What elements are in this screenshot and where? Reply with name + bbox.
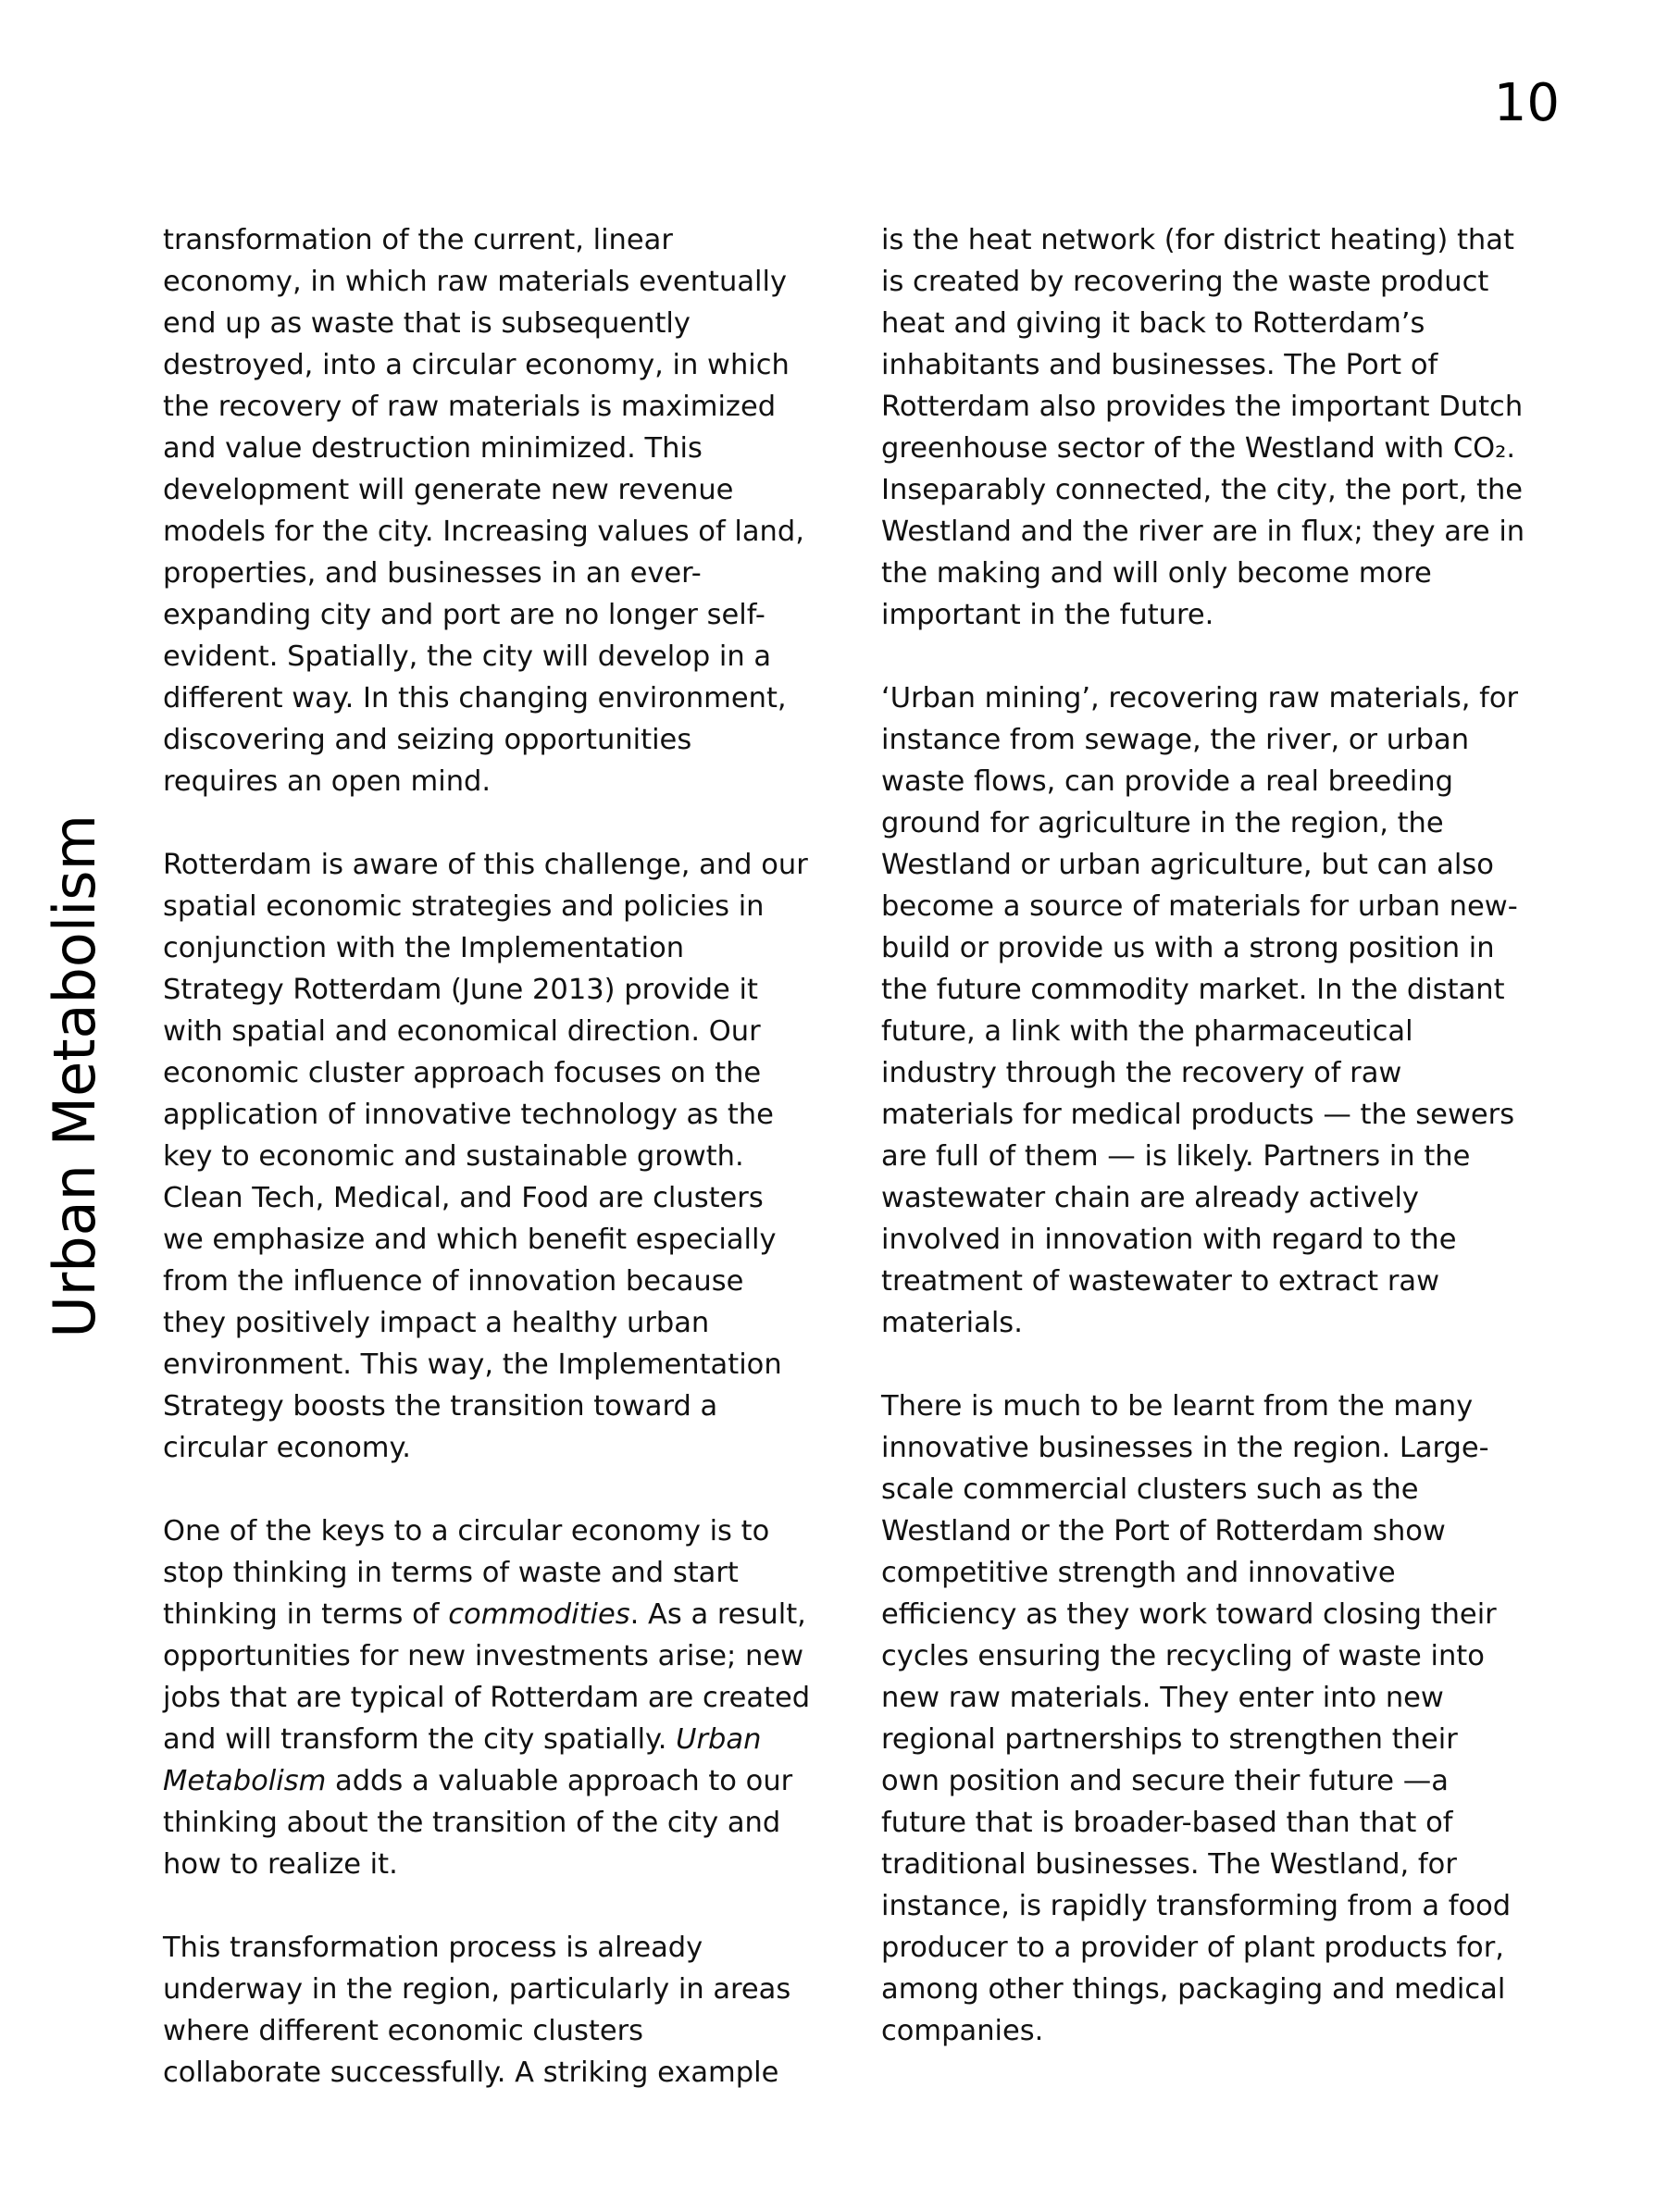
paragraph-text: One of the keys to a circular economy is to stop thinking in terms of waste and start thinking in terms of [163, 1515, 770, 1631]
side-title-container [41, 814, 120, 1388]
page-number: 10 [1493, 73, 1560, 133]
side-title: Urban Metabolism [41, 814, 108, 1338]
paragraph: This transformation process is already underway in the region, particularly in areas where different economic clusters collaborate successfully. A striking example [163, 1932, 791, 2089]
paragraph-text: . As a result, opportunities for new investments arise; new jobs that are typical of Rotterdam are created and will transform the city spatially. [163, 1598, 811, 1756]
paragraph: ‘Urban mining’, recovering raw materials, for instance from sewage, the river, or urban waste flows, can provide a real breeding ground for agriculture in the region, the Westland or urban agriculture, but can also become a source of materials for urban new- build or provide us with a strong position in the future commodity market. In the distant future, a link with the pharmaceutical industry through the recovery of raw materials for medical products — the sewers are full of them — is likely. Partners in the wastewater chain are already actively involved in innovation with regard to the treatment of wastewater to extract raw materials. [881, 682, 1519, 1339]
italic-title: Urban Metabolism [163, 1723, 762, 1797]
left-text-column [163, 219, 848, 2094]
paragraph-text: adds a valuable approach to our thinking about the transition of the city and how to realize it. [163, 1765, 793, 1881]
paragraph: is the heat network (for district heating) that is created by recovering the waste product heat and giving it back to Rotterdam’s inhabitants and businesses. The Port of Rotterdam also provides the important Dutch greenhouse sector of the Westland with CO₂. Inseparably connected, the city, the port, the Westland and the river are in flux; they are in the making and will only become more important in the future. [881, 224, 1525, 631]
paragraph: transformation of the current, linear economy, in which raw materials eventually end up as waste that is subsequently destroyed, into a circular economy, in which the recovery of raw materials is maximized and value destruction minimized. This development will generate new revenue models for the city. Increasing values of land, properties, and businesses in an ever- expanding city and port are no longer self- evident. Spatially, the city will develop in a different way. In this changing environment, discovering and seizing opportunities requires an open mind. [163, 224, 804, 798]
paragraph: Rotterdam is aware of this challenge, and our spatial economic strategies and policies in conjunction with the Implementation Strategy Rotterdam (June 2013) provide it with spatial and economical direction. Our economic cluster approach focuses on the application of innovative technology as the key to economic and sustainable growth. Clean Tech, Medical, and Food are clusters we emphasize and which benefit especially from the influence of innovation because they positively impact a healthy urban environment. This way, the Implementation Strategy boosts the transition toward a circular economy. [163, 849, 808, 1464]
paragraph [163, 1510, 848, 1885]
italic-term: commodities [448, 1598, 630, 1631]
paragraph: There is much to be learnt from the many innovative businesses in the region. Large- scale commercial clusters such as the Westland or the Port of Rotterdam show competitive strength and innovative efficiency as they work toward closing their cycles ensuring the recycling of waste into new raw materials. They enter into new regional partnerships to strengthen their own position and secure their future —a future that is broader-based than that of traditional businesses. The Westland, for instance, is rapidly transforming from a food producer to a provider of plant products for, among other things, packaging and medical companies. [881, 1390, 1512, 2047]
right-text-column [881, 219, 1566, 2052]
